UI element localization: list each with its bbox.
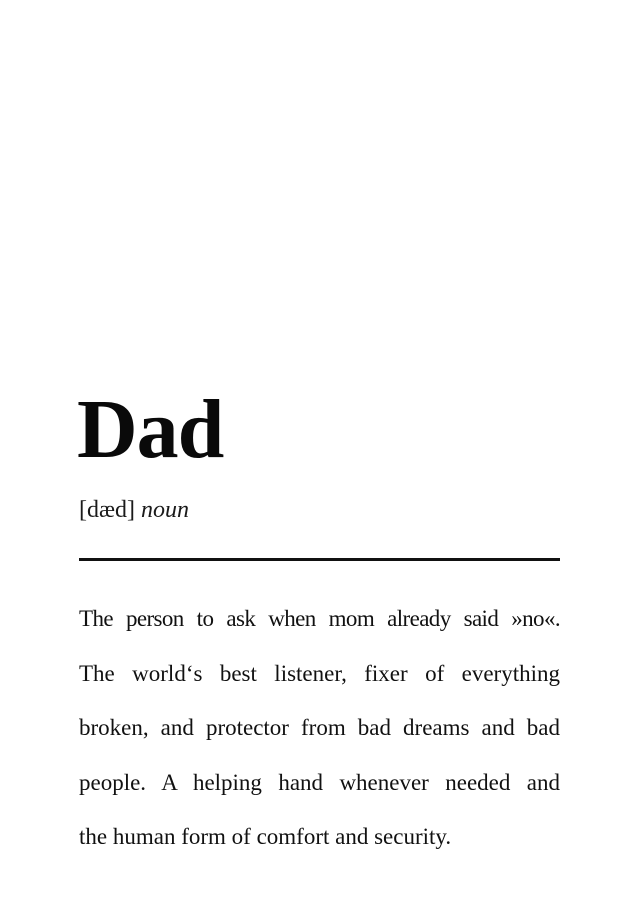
divider-rule bbox=[79, 558, 560, 561]
part-of-speech: noun bbox=[141, 497, 189, 523]
definition-line: the human form of comfort and security. bbox=[79, 824, 452, 849]
headword: Dad bbox=[77, 383, 224, 476]
pronunciation-line bbox=[79, 498, 189, 522]
definition-line: people. A helping hand whenever needed and bbox=[79, 769, 560, 795]
definition-line: broken, and protector from bad dreams and bad bbox=[79, 715, 560, 740]
pronunciation: [dæd] bbox=[79, 497, 135, 523]
definition-text bbox=[79, 592, 560, 865]
definition-line: The person to ask when mom already said »no«. bbox=[79, 606, 560, 631]
definition-line: The world‘s best listener, fixer of everything bbox=[79, 660, 560, 686]
